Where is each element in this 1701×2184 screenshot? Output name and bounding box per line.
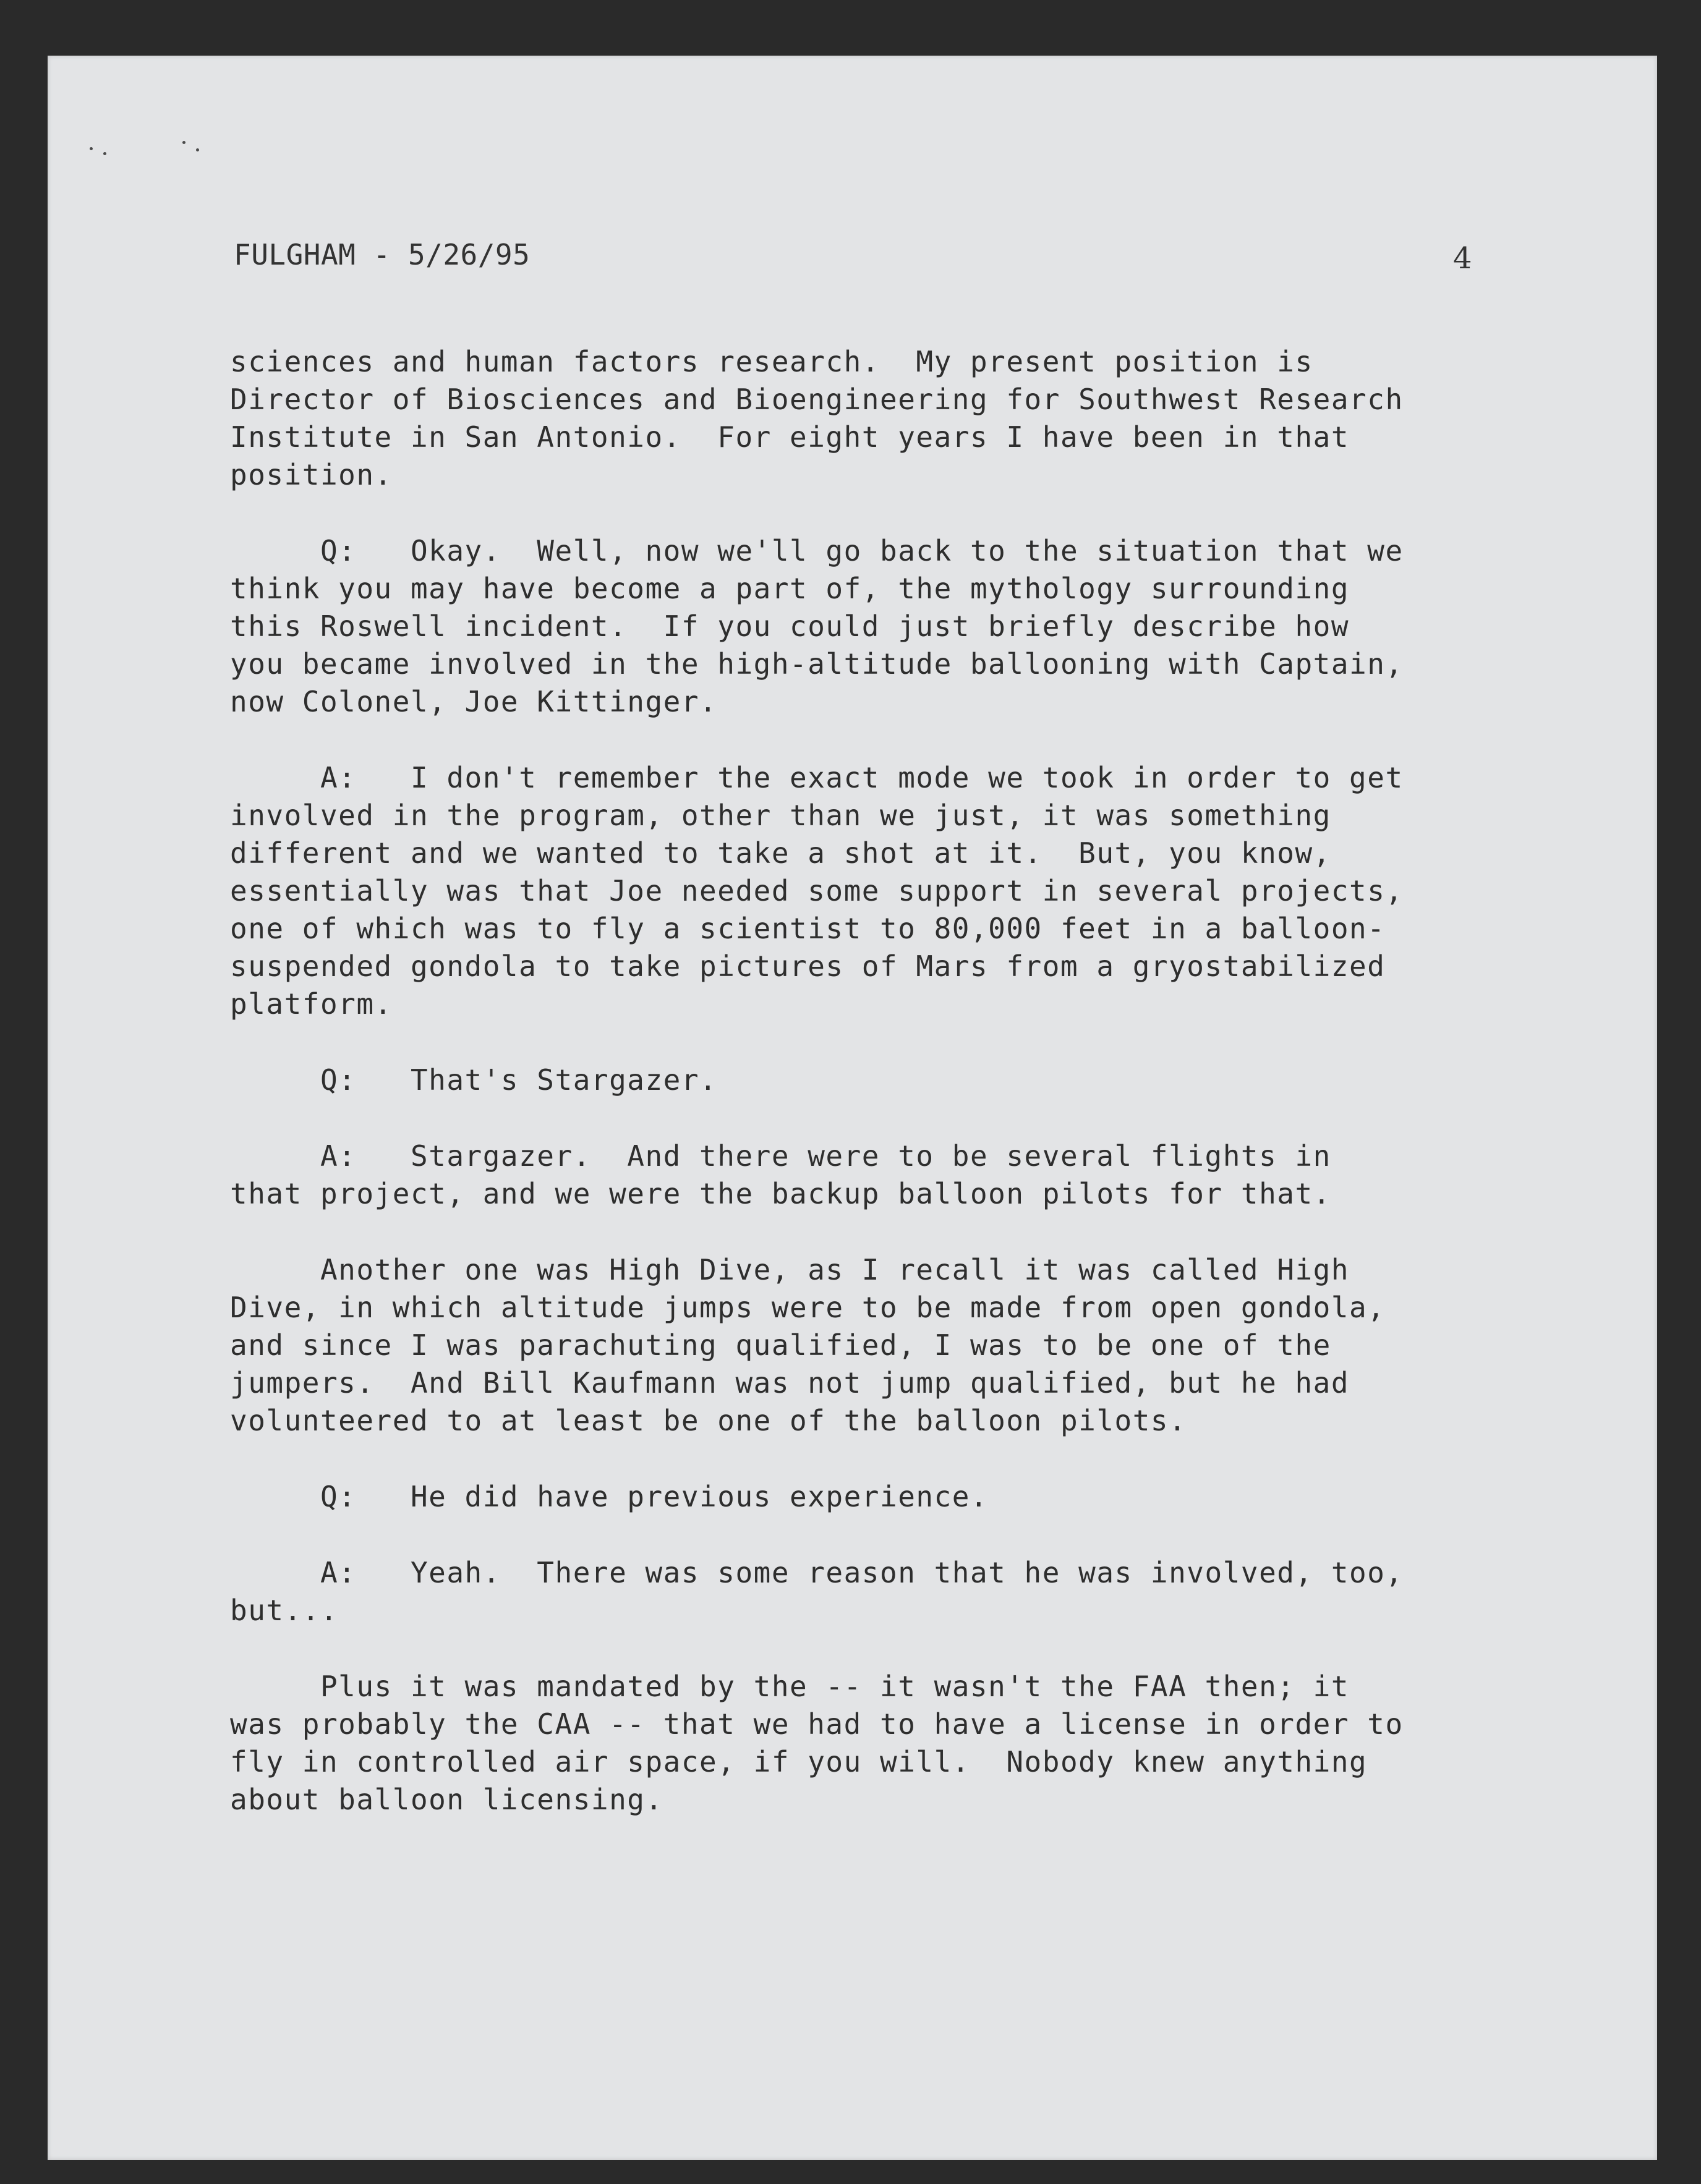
paragraph: Another one was High Dive, as I recall it was called High Dive, in which altitude jumps were to be made from open gondola, and since I was parachuting qualified, I was to be one of the jumpers. And Bill Kaufmann was not jump qualified, but he had volunteered to at least be one of the balloon pilots. bbox=[230, 1253, 1386, 1437]
speck bbox=[182, 141, 185, 144]
speck bbox=[90, 147, 93, 150]
paragraph: A: Stargazer. And there were to be several flights in that project, and we were the backup balloon pilots for that. bbox=[230, 1139, 1331, 1210]
paragraph: A: I don't remember the exact mode we took in order to get involved in the program, other than we just, it was something different and we wanted to take a shot at it. But, you know, essentially was that Joe needed some support in several projects, one of which was to fly a scientist to 80,000 feet in a balloon- suspended gondola to take pictures of Mars from a gryostabilized platform. bbox=[230, 761, 1404, 1021]
paragraph: Q: He did have previous experience. bbox=[230, 1480, 989, 1513]
paragraph: A: Yeah. There was some reason that he was involved, too, but... bbox=[230, 1556, 1404, 1627]
page-number: 4 bbox=[1453, 241, 1472, 276]
paragraph: sciences and human factors research. My present position is Director of Biosciences and Bioengineering for Southwest Research Institute in San Antonio. For eight years I have been in that position. bbox=[230, 345, 1404, 491]
transcript-body bbox=[230, 343, 1491, 1857]
paragraph: Q: That's Stargazer. bbox=[230, 1063, 718, 1097]
paragraph: Q: Okay. Well, now we'll go back to the situation that we think you may have become a part of, the mythology surrounding this Roswell incident. If you could just briefly describe how you became involved in the high-altitude ballooning with Captain, now Colonel, Joe Kittinger. bbox=[230, 534, 1404, 718]
speck bbox=[103, 152, 106, 155]
speck bbox=[196, 148, 199, 151]
paragraph: Plus it was mandated by the -- it wasn't the FAA then; it was probably the CAA -- that we had to have a license in order to fly in controlled air space, if you will. Nobody knew anything about balloon licensing. bbox=[230, 1670, 1404, 1816]
scan-specks bbox=[90, 141, 213, 159]
document-header-title: FULGHAM - 5/26/95 bbox=[234, 238, 531, 271]
